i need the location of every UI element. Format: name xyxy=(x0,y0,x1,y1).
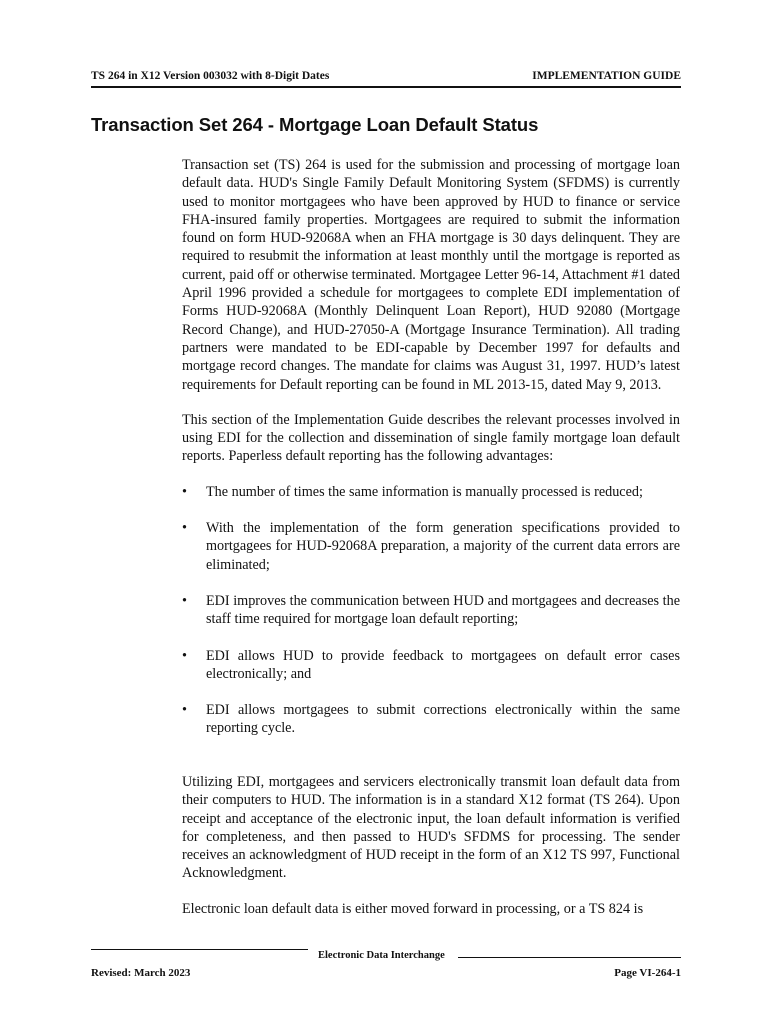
continued-paragraph: Electronic loan default data is either moved forward in processing, or a TS 824 is xyxy=(182,900,644,917)
bullet-icon: • xyxy=(182,483,187,500)
list-item-text: With the implementation of the form generation specifications provided to mortgagees for HUD-92068A preparation, a majority of the current data errors are eliminated; xyxy=(206,520,680,573)
list-item xyxy=(182,701,680,738)
list-item-text: EDI improves the communication between HUD and mortgagees and decreases the staff time required for mortgage loan default reporting; xyxy=(206,592,680,628)
footer-divider-right xyxy=(458,957,681,958)
list-item-text: EDI allows HUD to provide feedback to mortgagees on default error cases electronically; and xyxy=(206,647,680,682)
document-body-continued xyxy=(182,773,680,935)
bullet-icon: • xyxy=(182,647,187,664)
list-item-text: EDI allows mortgagees to submit corrections electronically within the same reporting cycle. xyxy=(206,702,680,737)
footer-divider-left xyxy=(91,949,308,950)
header-right-text: IMPLEMENTATION GUIDE xyxy=(532,70,681,82)
header-left-text: TS 264 in X12 Version 003032 with 8-Digit Dates xyxy=(91,70,330,82)
page-number: Page VI-264-1 xyxy=(614,967,681,979)
section-description-paragraph: This section of the Implementation Guide describes the relevant processes involved in using EDI for the collection and dissemination of single family mortgage loan default reports. Paperless default reporting has the following advantages: xyxy=(182,411,680,465)
section-title: Transaction Set 264 - Mortgage Loan Default Status xyxy=(91,114,539,135)
document-body xyxy=(182,156,680,756)
revision-date: Revised: March 2023 xyxy=(91,967,191,979)
edi-process-paragraph: Utilizing EDI, mortgagees and servicers electronically transmit loan default data from their computers to HUD. The information is in a standard X12 format (TS 264). Upon receipt and acceptance of the electronic input, the loan default information is verified for completeness, and then passed to HUD's SFDMS for processing. The sender receives an acknowledgment of HUD receipt in the form of an X12 TS 997, Functional Acknowledgment. xyxy=(182,774,680,882)
advantages-list xyxy=(182,483,680,738)
list-item xyxy=(182,592,680,629)
bullet-icon: • xyxy=(182,520,187,537)
list-item-text: The number of times the same information is manually processed is reduced; xyxy=(206,483,643,500)
page-header xyxy=(91,70,681,86)
list-item xyxy=(182,519,680,574)
list-item xyxy=(182,483,680,501)
footer-center-text: Electronic Data Interchange xyxy=(318,950,445,961)
bullet-icon: • xyxy=(182,702,187,719)
header-divider xyxy=(91,86,681,88)
intro-paragraph: Transaction set (TS) 264 is used for the submission and processing of mortgage loan default data. HUD's Single Family Default Monitoring System (SFDMS) is currently used to monitor mortgagees who have been approved by HUD to finance or service FHA-insured family properties. Mortgagees are required to submit the information found on form HUD-92068A when an FHA mortgage is 30 days delinquent. They are required to resubmit the information at least monthly until the mortgage is reported as current, paid off or otherwise terminated. Mortgagee Letter 96-14, Attachment #1 dated April 1996 provided a schedule for mortgagees to complete EDI implementation of Forms HUD-92068A (Monthly Delinquent Loan Report), HUD 92080 (Mortgage Record Change), and HUD-27050-A (Mortgage Insurance Termination). All trading partners were mandated to be EDI-capable by December 1997 for defaults and mortgage record changes. The mandate for claims was August 31, 1997. HUD’s latest requirements for Default reporting can be found in ML 2013-15, dated May 9, 2013. xyxy=(182,157,680,393)
list-item xyxy=(182,647,680,684)
bullet-icon: • xyxy=(182,592,187,609)
